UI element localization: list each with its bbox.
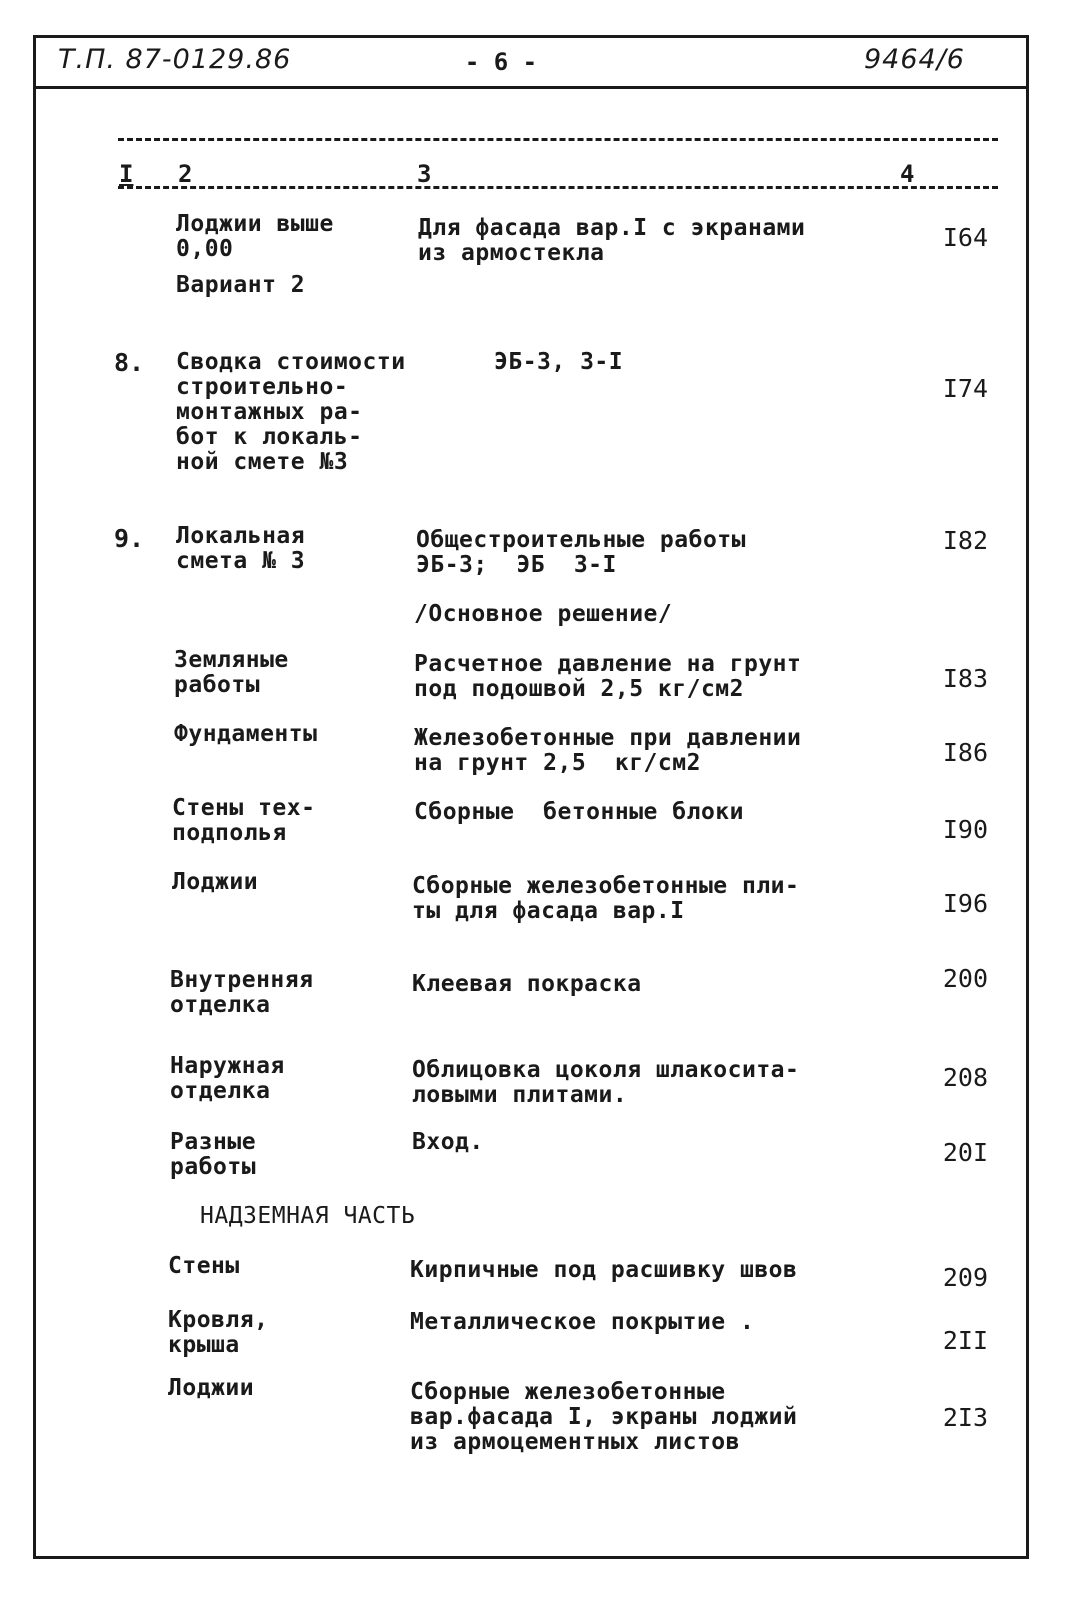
row-page: 209 (942, 1263, 988, 1292)
row-description: Кирпичные под расшивку швов (410, 1257, 798, 1283)
row-description: Для фасада вар.I с экранами из армостекла (418, 215, 806, 266)
row-number: 8. (114, 348, 145, 377)
row-description: ЭБ-3, 3-I (494, 349, 624, 375)
row-description: Расчетное давление на грунт под подошвой 2,5 кг/см2 (414, 651, 802, 702)
row-name: Внутренняя отделка (170, 967, 314, 1018)
row-description: Клеевая покраска (412, 971, 642, 997)
row-page: 208 (942, 1063, 988, 1092)
row-page: I90 (942, 815, 988, 844)
row-page: 200 (942, 964, 988, 993)
row-name: Лоджии (172, 869, 259, 895)
column-header-3: 3 (417, 160, 432, 188)
row-description: Облицовка цоколя шлакосита- ловыми плитами. (412, 1057, 800, 1108)
row-name: Фундаменты (174, 721, 318, 747)
row-page: 20I (942, 1138, 988, 1167)
header-rule (33, 86, 1029, 89)
row-description: Общестроительные работы ЭБ-3; ЭБ 3-I (416, 527, 746, 578)
row-name: Вариант 2 (176, 272, 306, 298)
row-page: I96 (942, 889, 988, 918)
row-number: 9. (114, 524, 145, 553)
row-page: I83 (942, 664, 988, 693)
row-page: I86 (942, 738, 988, 767)
row-name: Сводка стоимости строительно- монтажных ра- бот к локаль- ной смете №3 (176, 349, 406, 475)
row-description: Металлическое покрытие . (410, 1309, 755, 1335)
row-page: I82 (942, 526, 988, 555)
row-page: I74 (942, 374, 988, 403)
row-description: Сборные железобетонные пли- ты для фасада вар.I (412, 873, 800, 924)
section-heading: НАДЗЕМНАЯ ЧАСТЬ (200, 1203, 416, 1229)
column-header-1: I (119, 160, 134, 188)
row-name: Земляные работы (174, 647, 289, 698)
page-label: - 6 - (464, 48, 538, 76)
column-header-4: 4 (900, 160, 915, 188)
column-header-dashed-rule (118, 186, 998, 189)
column-header-2: 2 (178, 160, 193, 188)
row-name: Локальная смета № 3 (176, 523, 306, 574)
row-name: Лоджии выше 0,00 (176, 211, 334, 262)
row-name: Кровля, крыша (168, 1307, 269, 1358)
row-name: Лоджии (168, 1375, 255, 1401)
archive-number: 9464/6 (864, 44, 965, 75)
row-page: 2I3 (942, 1403, 988, 1432)
row-name: Разные работы (170, 1129, 257, 1180)
row-description: /Основное решение/ (414, 601, 673, 627)
row-page: 2II (942, 1326, 988, 1355)
row-name: Наружная отделка (170, 1053, 285, 1104)
row-name: Стены (168, 1253, 240, 1279)
row-page: I64 (942, 223, 988, 252)
row-description: Железобетонные при давлении на грунт 2,5 кг/см2 (414, 725, 802, 776)
doc-code: Т.П. 87-0129.86 (58, 44, 292, 75)
row-description: Сборные железобетонные вар.фасада I, экраны лоджий из армоцементных листов (410, 1379, 798, 1455)
row-name: Стены тех- подполья (172, 795, 316, 846)
table-top-dashed-rule (118, 138, 998, 141)
row-description: Сборные бетонные блоки (414, 799, 744, 825)
row-description: Вход. (412, 1129, 484, 1155)
